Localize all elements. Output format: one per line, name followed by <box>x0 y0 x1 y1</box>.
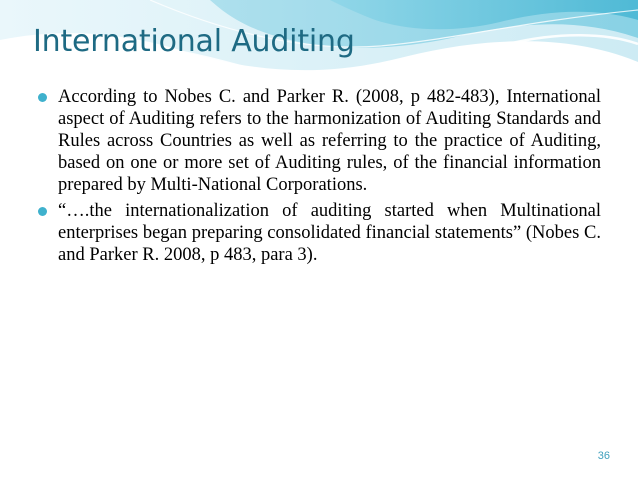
slide-title: International Auditing <box>33 24 355 59</box>
bullet-text: “….the internationalization of auditing started when Multinational enterprises began preparing consolidated financial statements” (Nobes C. and Parker R. 2008, p 483, para 3). <box>58 201 601 265</box>
bullet-icon <box>38 93 47 102</box>
slide-number: 36 <box>597 450 610 462</box>
bullet-list <box>38 86 601 270</box>
bullet-item <box>38 200 601 266</box>
bullet-item <box>38 86 601 196</box>
bullet-icon <box>38 207 47 216</box>
bullet-text: According to Nobes C. and Parker R. (2008, p 482-483), International aspect of Auditing refers to the harmonization of Auditing Standards and Rules across Countries as well as referring to the practice of Auditing, based on one or more set of Auditing rules, of the financial information prepared by Multi-National Corporations. <box>58 87 601 195</box>
